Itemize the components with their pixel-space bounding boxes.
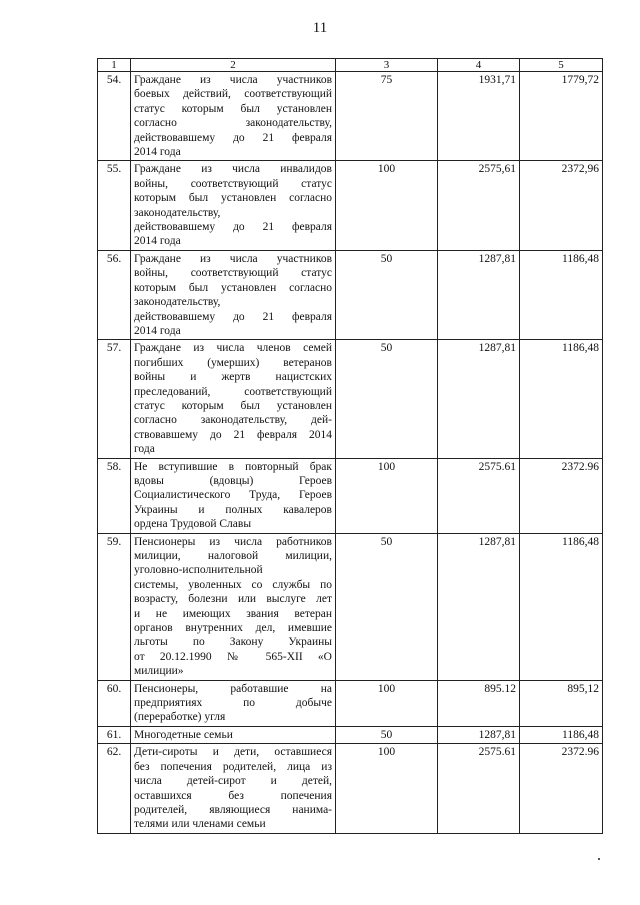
description-line: войны и жертв нацистских bbox=[134, 371, 332, 384]
row-number: 61. bbox=[98, 726, 131, 743]
description-line: статус которым был установлен bbox=[134, 399, 332, 412]
row-value-5: 1779,72 bbox=[520, 72, 603, 161]
row-description bbox=[131, 680, 336, 726]
description-line: (переработке) угля bbox=[134, 711, 226, 724]
description-line: предприятиях по добыче bbox=[134, 697, 332, 710]
page-number: 11 bbox=[312, 20, 328, 36]
description-line: законодательству, bbox=[134, 206, 221, 219]
row-value-4: 1287,81 bbox=[438, 250, 520, 339]
description-line: действовавшему до 21 февраля bbox=[134, 221, 332, 234]
row-description bbox=[131, 726, 336, 743]
table-row bbox=[98, 340, 603, 458]
description-line: льготы по Закону Украины bbox=[134, 636, 332, 649]
description-line: Дети-сироты и дети, оставшиеся bbox=[134, 746, 332, 759]
row-description bbox=[131, 161, 336, 250]
table-row bbox=[98, 458, 603, 533]
description-line: войны, соответствующий статус bbox=[134, 267, 332, 280]
row-value-3: 100 bbox=[336, 680, 438, 726]
row-number: 59. bbox=[98, 533, 131, 680]
description-line: 2014 года bbox=[134, 235, 181, 248]
table-row bbox=[98, 726, 603, 743]
benefits-table bbox=[97, 58, 603, 834]
row-value-3: 100 bbox=[336, 161, 438, 250]
description-line: системы, уволенных со службы по bbox=[134, 578, 332, 591]
row-number: 55. bbox=[98, 161, 131, 250]
description-line: без попечения родителей, лица из bbox=[134, 760, 332, 773]
description-line: ствовавшему до 21 февраля 2014 bbox=[134, 428, 332, 441]
description-line: Пенсионеры из числа работников bbox=[134, 535, 332, 548]
description-line: 2014 года bbox=[134, 146, 181, 159]
column-header-5: 5 bbox=[520, 59, 603, 72]
description-line: Граждане из числа участников bbox=[134, 74, 332, 86]
row-description bbox=[131, 533, 336, 680]
table-row bbox=[98, 250, 603, 339]
description-line: возрасту, болезни или выслуге лет bbox=[134, 593, 332, 606]
description-line: Граждане из числа инвалидов bbox=[134, 163, 332, 176]
row-value-3: 50 bbox=[336, 726, 438, 743]
row-value-5: 2372.96 bbox=[520, 458, 603, 533]
row-value-4: 1931,71 bbox=[438, 72, 520, 161]
row-value-4: 2575.61 bbox=[438, 458, 520, 533]
row-value-4: 2575.61 bbox=[438, 744, 520, 833]
description-line: согласно законодательству, дей- bbox=[134, 414, 332, 427]
description-line: действовавшему до 21 февраля bbox=[134, 131, 332, 144]
description-line: статус которым был установлен bbox=[134, 102, 332, 115]
scan-dot bbox=[598, 858, 600, 860]
row-value-5: 1186,48 bbox=[520, 533, 603, 680]
table-row bbox=[98, 161, 603, 250]
row-value-5: 1186,48 bbox=[520, 250, 603, 339]
description-line: Пенсионеры, работавшие на bbox=[134, 682, 332, 695]
row-value-3: 50 bbox=[336, 340, 438, 458]
description-line: ордена Трудовой Славы bbox=[134, 518, 252, 531]
table-row bbox=[98, 533, 603, 680]
description-line: милиции, налоговой милиции, bbox=[134, 550, 332, 562]
table-row bbox=[98, 680, 603, 726]
row-value-4: 895.12 bbox=[438, 680, 520, 726]
description-line: погибших (умерших) ветеранов bbox=[134, 356, 332, 369]
row-value-4: 1287,81 bbox=[438, 340, 520, 458]
description-line: войны, соответствующий статус bbox=[134, 177, 332, 190]
description-line: Граждане из числа членов семей bbox=[134, 342, 332, 355]
row-number: 62. bbox=[98, 744, 131, 833]
row-description bbox=[131, 340, 336, 458]
description-line: боевых действий, соответствующий bbox=[134, 88, 332, 101]
row-value-3: 50 bbox=[336, 533, 438, 680]
description-line: Украины и полных кавалеров bbox=[134, 503, 332, 516]
description-line: которым был установлен согласно bbox=[134, 281, 332, 294]
row-value-5: 895,12 bbox=[520, 680, 603, 726]
row-number: 58. bbox=[98, 458, 131, 533]
row-value-3: 75 bbox=[336, 72, 438, 161]
row-value-3: 100 bbox=[336, 744, 438, 833]
column-header-4: 4 bbox=[438, 59, 520, 72]
description-line: вдовы (вдовцы) Героев bbox=[134, 474, 332, 487]
description-line: законодательству, bbox=[134, 296, 221, 309]
column-header-2: 2 bbox=[131, 59, 336, 72]
row-value-5: 2372.96 bbox=[520, 744, 603, 833]
description-line: Социалистического Труда, Героев bbox=[134, 489, 332, 502]
description-line: уголовно-исполнительной bbox=[134, 564, 263, 577]
description-line: органов внутренних дел, имевшие bbox=[134, 622, 332, 635]
description-line: согласно законодательству, bbox=[134, 117, 332, 130]
description-line: и не имеющих звания ветеран bbox=[134, 607, 332, 620]
row-description bbox=[131, 72, 336, 161]
table-header-row bbox=[98, 59, 603, 72]
row-value-3: 100 bbox=[336, 458, 438, 533]
row-description bbox=[131, 250, 336, 339]
description-line: оставшихся без попечения bbox=[134, 789, 332, 802]
description-line: телями или членами семьи bbox=[134, 818, 266, 831]
row-description bbox=[131, 458, 336, 533]
description-line: действовавшему до 21 февраля bbox=[134, 310, 332, 323]
description-line: Многодетные семьи bbox=[134, 728, 233, 741]
row-description bbox=[131, 744, 336, 833]
row-number: 54. bbox=[98, 72, 131, 161]
row-number: 56. bbox=[98, 250, 131, 339]
description-line: года bbox=[134, 443, 155, 456]
row-value-5: 2372,96 bbox=[520, 161, 603, 250]
description-line: милиции» bbox=[134, 665, 184, 678]
description-line: которым был установлен согласно bbox=[134, 192, 332, 205]
row-number: 60. bbox=[98, 680, 131, 726]
description-line: Не вступившие в повторный брак bbox=[134, 460, 332, 473]
row-value-5: 1186,48 bbox=[520, 726, 603, 743]
description-line: родителей, являющиеся нанима- bbox=[134, 803, 332, 816]
row-value-4: 2575,61 bbox=[438, 161, 520, 250]
row-value-5: 1186,48 bbox=[520, 340, 603, 458]
row-value-4: 1287,81 bbox=[438, 533, 520, 680]
column-header-3: 3 bbox=[336, 59, 438, 72]
description-line: числа детей-сирот и детей, bbox=[134, 775, 332, 788]
description-line: от 20.12.1990 № 565-XII «О bbox=[134, 650, 332, 663]
description-line: Граждане из числа участников bbox=[134, 252, 332, 265]
row-number: 57. bbox=[98, 340, 131, 458]
row-value-3: 50 bbox=[336, 250, 438, 339]
description-line: 2014 года bbox=[134, 324, 181, 337]
row-value-4: 1287,81 bbox=[438, 726, 520, 743]
description-line: преследований, соответствующий bbox=[134, 385, 332, 398]
table-row bbox=[98, 744, 603, 833]
table-row bbox=[98, 72, 603, 161]
column-header-1: 1 bbox=[98, 59, 131, 72]
